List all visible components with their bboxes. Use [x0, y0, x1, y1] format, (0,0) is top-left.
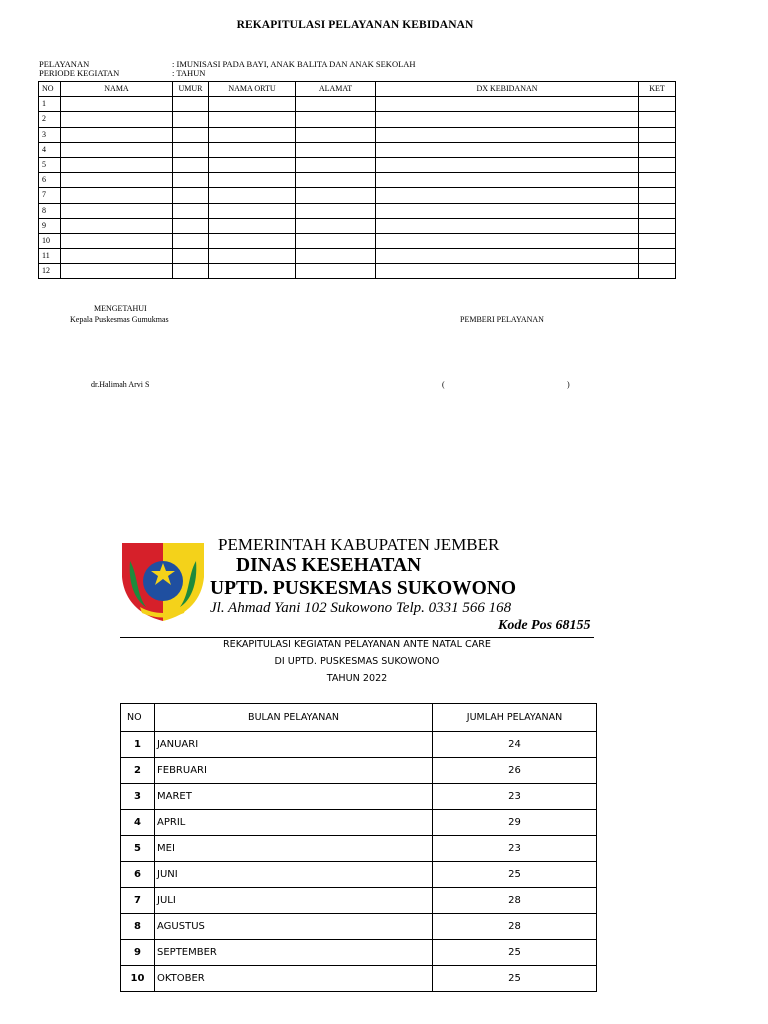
count-cell: 25	[433, 862, 597, 888]
count-cell: 25	[433, 966, 597, 992]
month-cell: MARET	[155, 784, 433, 810]
empty-cell	[61, 249, 173, 264]
count-cell: 29	[433, 810, 597, 836]
empty-cell	[639, 112, 676, 127]
table-row	[39, 249, 676, 264]
table-row	[121, 836, 597, 862]
signature-open-paren: (	[442, 380, 445, 389]
table-row	[39, 264, 676, 279]
table-row	[39, 127, 676, 142]
empty-cell	[639, 264, 676, 279]
empty-cell	[209, 112, 296, 127]
empty-cell	[61, 203, 173, 218]
empty-cell	[376, 264, 639, 279]
count-cell: 28	[433, 914, 597, 940]
period-value: : TAHUN	[172, 68, 206, 78]
row-number: 3	[121, 784, 155, 810]
empty-cell	[296, 97, 376, 112]
row-number: 4	[121, 810, 155, 836]
empty-cell	[639, 249, 676, 264]
col-header-address: ALAMAT	[296, 82, 376, 97]
head-name: dr.Halimah Arvi S	[91, 380, 150, 389]
letterhead-clinic: UPTD. PUSKESMAS SUKOWONO	[210, 578, 517, 599]
empty-cell	[209, 203, 296, 218]
empty-cell	[209, 188, 296, 203]
letterhead-agency: DINAS KESEHATAN	[236, 555, 422, 576]
table-header-row	[39, 82, 676, 97]
report-location: DI UPTD. PUSKESMAS SUKOWONO	[274, 656, 440, 667]
empty-cell	[61, 233, 173, 248]
empty-cell	[296, 249, 376, 264]
empty-cell	[209, 233, 296, 248]
month-cell: FEBRUARI	[155, 758, 433, 784]
count-cell: 24	[433, 732, 597, 758]
empty-cell	[61, 218, 173, 233]
empty-cell	[209, 127, 296, 142]
month-cell: OKTOBER	[155, 966, 433, 992]
service-label: PELAYANAN	[39, 59, 90, 69]
empty-cell	[639, 142, 676, 157]
letterhead-divider	[120, 637, 594, 638]
row-number: 6	[121, 862, 155, 888]
form-title: REKAPITULASI PELAYANAN KEBIDANAN	[236, 19, 474, 31]
table-row	[39, 112, 676, 127]
table-row	[39, 188, 676, 203]
jember-regency-emblem-icon	[120, 541, 206, 623]
head-title: Kepala Puskesmas Gumukmas	[70, 315, 169, 324]
empty-cell	[61, 97, 173, 112]
empty-cell	[639, 203, 676, 218]
row-number: 6	[39, 173, 61, 188]
row-number: 5	[39, 157, 61, 172]
letterhead-postcode: Kode Pos 68155	[498, 618, 591, 633]
empty-cell	[639, 97, 676, 112]
month-cell: SEPTEMBER	[155, 940, 433, 966]
empty-cell	[296, 142, 376, 157]
table-row	[121, 940, 597, 966]
row-number: 2	[121, 758, 155, 784]
empty-cell	[173, 173, 209, 188]
empty-cell	[296, 173, 376, 188]
empty-cell	[376, 233, 639, 248]
empty-cell	[61, 112, 173, 127]
empty-cell	[61, 264, 173, 279]
empty-cell	[296, 203, 376, 218]
service-value: : IMUNISASI PADA BAYI, ANAK BALITA DAN ANAK SEKOLAH	[172, 59, 416, 69]
empty-cell	[209, 142, 296, 157]
table-row	[39, 142, 676, 157]
empty-cell	[209, 97, 296, 112]
col-header-parent-name: NAMA ORTU	[209, 82, 296, 97]
empty-cell	[296, 218, 376, 233]
row-number: 11	[39, 249, 61, 264]
col-header-diagnosis: DX KEBIDANAN	[376, 82, 639, 97]
row-number: 4	[39, 142, 61, 157]
row-number: 10	[39, 233, 61, 248]
row-number: 8	[121, 914, 155, 940]
row-number: 1	[121, 732, 155, 758]
empty-cell	[209, 218, 296, 233]
col-header-no: NO	[121, 704, 155, 732]
empty-cell	[173, 112, 209, 127]
month-cell: JULI	[155, 888, 433, 914]
anc-recap-table	[120, 703, 597, 992]
empty-cell	[296, 127, 376, 142]
empty-cell	[376, 203, 639, 218]
empty-cell	[209, 249, 296, 264]
empty-cell	[173, 157, 209, 172]
row-number: 3	[39, 127, 61, 142]
col-header-note: KET	[639, 82, 676, 97]
empty-cell	[296, 188, 376, 203]
empty-cell	[209, 173, 296, 188]
empty-cell	[296, 157, 376, 172]
empty-cell	[639, 218, 676, 233]
empty-cell	[173, 203, 209, 218]
row-number: 7	[121, 888, 155, 914]
empty-cell	[639, 173, 676, 188]
signature-close-paren: )	[567, 380, 570, 389]
empty-cell	[173, 249, 209, 264]
row-number: 9	[121, 940, 155, 966]
letterhead-government: PEMERINTAH KABUPATEN JEMBER	[218, 535, 500, 554]
count-cell: 26	[433, 758, 597, 784]
count-cell: 28	[433, 888, 597, 914]
month-cell: AGUSTUS	[155, 914, 433, 940]
empty-cell	[209, 157, 296, 172]
month-cell: APRIL	[155, 810, 433, 836]
report-year: TAHUN 2022	[326, 673, 388, 684]
row-number: 12	[39, 264, 61, 279]
empty-cell	[61, 157, 173, 172]
row-number: 9	[39, 218, 61, 233]
empty-cell	[173, 233, 209, 248]
empty-cell	[639, 157, 676, 172]
letterhead-address: Jl. Ahmad Yani 102 Sukowono Telp. 0331 566 168	[210, 600, 512, 616]
count-cell: 23	[433, 784, 597, 810]
count-cell: 23	[433, 836, 597, 862]
row-number: 5	[121, 836, 155, 862]
col-header-month: BULAN PELAYANAN	[155, 704, 433, 732]
empty-cell	[376, 97, 639, 112]
empty-cell	[376, 127, 639, 142]
service-form-table	[38, 81, 676, 279]
count-cell: 25	[433, 940, 597, 966]
month-cell: JANUARI	[155, 732, 433, 758]
month-cell: JUNI	[155, 862, 433, 888]
empty-cell	[209, 264, 296, 279]
table-header-row	[121, 704, 597, 732]
empty-cell	[61, 142, 173, 157]
table-row	[121, 862, 597, 888]
table-row	[121, 966, 597, 992]
table-row	[39, 157, 676, 172]
empty-cell	[376, 173, 639, 188]
empty-cell	[376, 218, 639, 233]
table-row	[121, 888, 597, 914]
row-number: 10	[121, 966, 155, 992]
empty-cell	[173, 142, 209, 157]
col-header-count: JUMLAH PELAYANAN	[433, 704, 597, 732]
empty-cell	[376, 112, 639, 127]
empty-cell	[173, 188, 209, 203]
table-row	[121, 914, 597, 940]
table-row	[39, 233, 676, 248]
table-row	[39, 97, 676, 112]
col-header-age: UMUR	[173, 82, 209, 97]
empty-cell	[296, 264, 376, 279]
empty-cell	[639, 188, 676, 203]
table-row	[121, 758, 597, 784]
empty-cell	[173, 218, 209, 233]
row-number: 2	[39, 112, 61, 127]
empty-cell	[376, 188, 639, 203]
empty-cell	[61, 127, 173, 142]
acknowledge-label: MENGETAHUI	[94, 304, 147, 313]
empty-cell	[376, 142, 639, 157]
empty-cell	[376, 157, 639, 172]
row-number: 7	[39, 188, 61, 203]
month-cell: MEI	[155, 836, 433, 862]
table-row	[39, 218, 676, 233]
empty-cell	[61, 188, 173, 203]
empty-cell	[173, 264, 209, 279]
table-row	[121, 810, 597, 836]
empty-cell	[639, 233, 676, 248]
empty-cell	[296, 112, 376, 127]
table-row	[121, 784, 597, 810]
table-row	[121, 732, 597, 758]
empty-cell	[61, 173, 173, 188]
row-number: 8	[39, 203, 61, 218]
period-label: PERIODE KEGIATAN	[39, 68, 120, 78]
report-title: REKAPITULASI KEGIATAN PELAYANAN ANTE NATAL CARE	[223, 639, 491, 650]
col-header-no: NO	[39, 82, 61, 97]
table-row	[39, 173, 676, 188]
table-row	[39, 203, 676, 218]
service-provider-label: PEMBERI PELAYANAN	[460, 315, 544, 324]
empty-cell	[173, 127, 209, 142]
col-header-name: NAMA	[61, 82, 173, 97]
empty-cell	[376, 249, 639, 264]
empty-cell	[173, 97, 209, 112]
empty-cell	[639, 127, 676, 142]
empty-cell	[296, 233, 376, 248]
row-number: 1	[39, 97, 61, 112]
